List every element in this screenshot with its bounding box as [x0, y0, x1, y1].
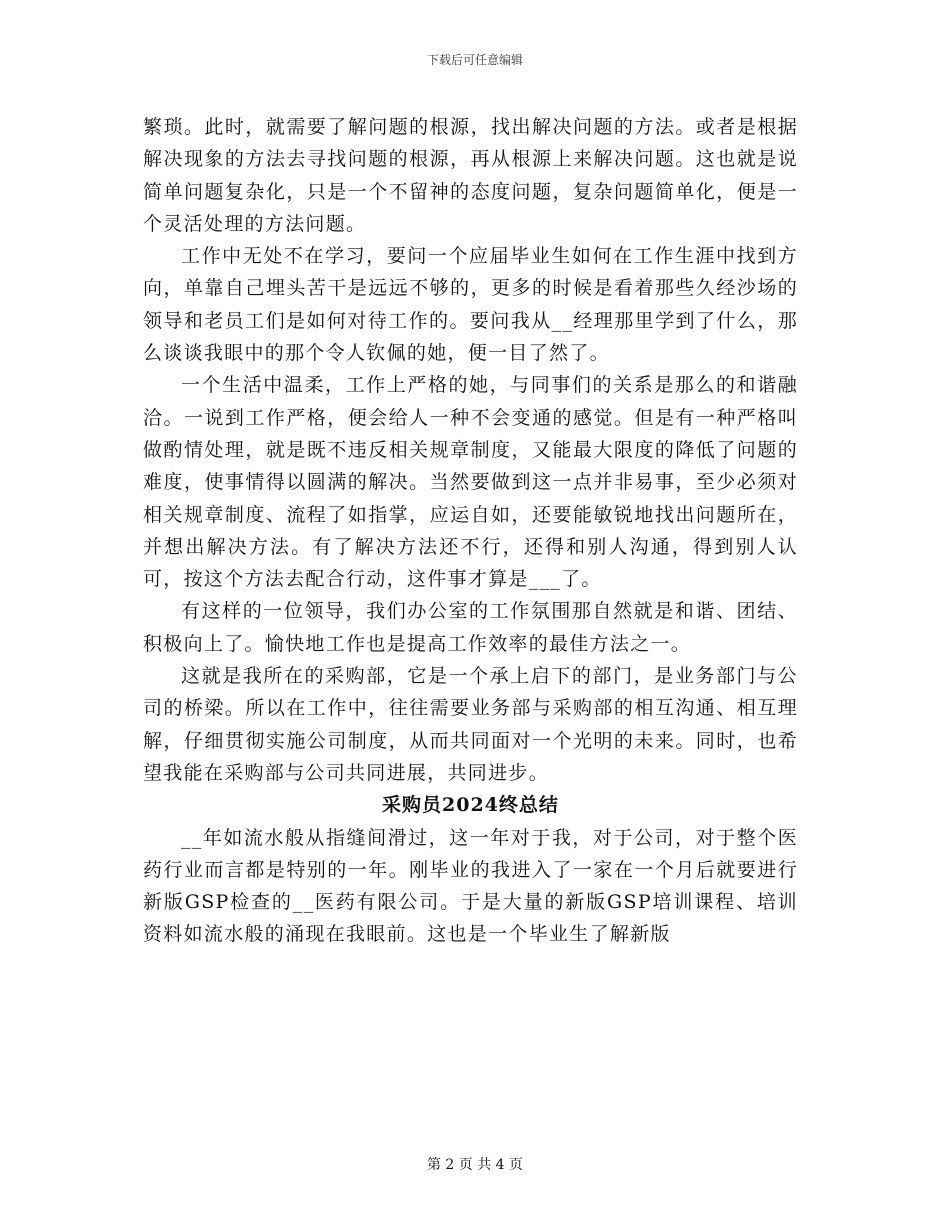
document-body: [143, 111, 798, 951]
page-header: 下载后可任意编辑: [426, 53, 523, 67]
paragraph-atmosphere: 有这样的一位领导，我们办公室的工作氛围那自然就是和谐、团结、积极向上了。愉快地工作也是提高工作效率的最佳方法之一。: [143, 600, 798, 655]
paragraph-purchasing-dept: 这就是我所在的采购部，它是一个承上启下的部门，是业务部门与公司的桥梁。所以在工作中，往往需要业务部与采购部的相互沟通、相互理解，仔细贯彻实施公司制度，从而共同面对一个光明的未来。同时，也希望我能在采购部与公司共同进展，共同进步。: [143, 665, 798, 784]
paragraph-learning: 工作中无处不在学习，要问一个应届毕业生如何在工作生涯中找到方向，单靠自己埋头苦干是远远不够的，更多的时候是看着那些久经沙场的领导和老员工们是如何对待工作的。要问我从__经理那里学到了什么，那么谈谈我眼中的那个令人钦佩的她，便一目了然了。: [143, 245, 798, 365]
paragraph-continued: 繁琐。此时，就需要了解问题的根源，找出解决问题的方法。或者是根据解决现象的方法去寻找问题的根源，再从根源上来解决问题。这也就是说简单问题复杂化，只是一个不留神的态度问题，复杂问题简单化，便是一个灵活处理的方法问题。: [143, 116, 798, 235]
section-title: 采购员2024终总结: [382, 794, 559, 817]
page-number: 第 2 页 共 4 页: [426, 1157, 524, 1173]
paragraph-manager: 一个生活中温柔，工作上严格的她，与同事们的关系是那么的和谐融洽。一说到工作严格，便会给人一种不会变通的感觉。但是有一种严格叫做酌情处理，就是既不违反相关规章制度，又能最大限度的降低了问题的难度，使事情得以圆满的解决。当然要做到这一点并非易事，至少必须对相关规章制度、流程了如指掌，应运自如，还要能敏锐地找出问题所在，并想出解决方法。有了解决方法还不行，还得和别人沟通，得到别人认可，按这个方法去配合行动，这件事才算是___了。: [143, 374, 798, 591]
paragraph-year-summary: __年如流水般从指缝间滑过，这一年对于我，对于公司，对于整个医药行业而言都是特别的一年。刚毕业的我进入了一家在一个月后就要进行新版GSP检查的__医药有限公司。于是大量的新版GSP培训课程、培训资料如流水般的涌现在我眼前。这也是一个毕业生了解新版: [143, 826, 798, 946]
